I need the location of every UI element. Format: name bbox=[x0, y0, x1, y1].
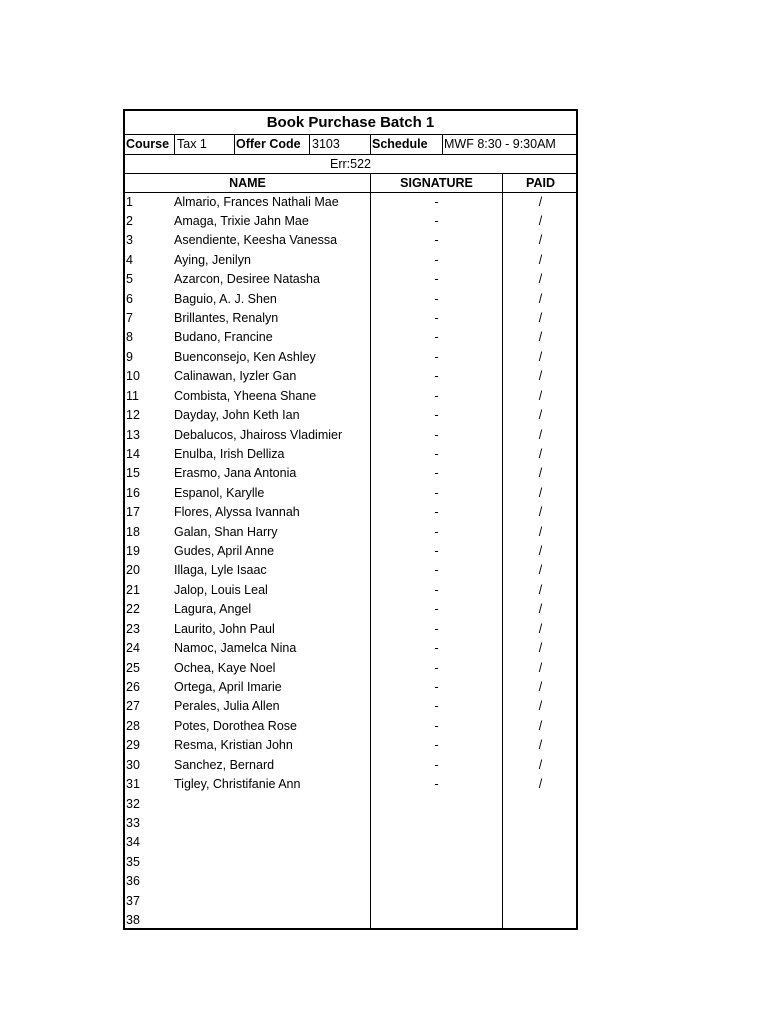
signature-cell: - bbox=[434, 466, 439, 481]
row-number: 28 bbox=[126, 718, 140, 733]
student-name: Galan, Shan Harry bbox=[174, 524, 278, 539]
paid-cell: / bbox=[538, 194, 543, 209]
paid-cell: / bbox=[538, 446, 543, 461]
signature-cell: - bbox=[434, 194, 439, 209]
student-name: Potes, Dorothea Rose bbox=[174, 718, 297, 733]
paid-cell: / bbox=[538, 718, 543, 733]
table-row bbox=[125, 659, 576, 678]
student-name: Buenconsejo, Ken Ashley bbox=[174, 349, 316, 364]
table-row bbox=[125, 697, 576, 716]
row-number: 34 bbox=[126, 835, 140, 850]
table-row bbox=[125, 309, 576, 328]
table-row bbox=[125, 445, 576, 464]
divider bbox=[234, 135, 235, 154]
table-row bbox=[125, 581, 576, 600]
row-number: 2 bbox=[126, 213, 133, 228]
table-row bbox=[125, 367, 576, 386]
row-number: 35 bbox=[126, 854, 140, 869]
paid-cell: / bbox=[538, 233, 543, 248]
student-name: Perales, Julia Allen bbox=[174, 699, 280, 714]
row-number: 10 bbox=[126, 369, 140, 384]
schedule-label: Schedule bbox=[372, 137, 428, 151]
signature-cell: - bbox=[434, 718, 439, 733]
column-header-name: NAME bbox=[229, 176, 266, 190]
signature-cell: - bbox=[434, 233, 439, 248]
table-row bbox=[125, 892, 576, 911]
signature-cell: - bbox=[434, 757, 439, 772]
table-row bbox=[125, 795, 576, 814]
signature-cell: - bbox=[434, 349, 439, 364]
paid-cell: / bbox=[538, 330, 543, 345]
paid-cell: / bbox=[538, 544, 543, 559]
table-row bbox=[125, 814, 576, 833]
student-name: Enulba, Irish Delliza bbox=[174, 446, 285, 461]
table-row bbox=[125, 231, 576, 250]
student-name: Flores, Alyssa Ivannah bbox=[174, 505, 300, 520]
table-row bbox=[125, 872, 576, 891]
paid-cell: / bbox=[538, 621, 543, 636]
paid-cell: / bbox=[538, 524, 543, 539]
row-number: 18 bbox=[126, 524, 140, 539]
paid-cell: / bbox=[538, 408, 543, 423]
student-name: Illaga, Lyle Isaac bbox=[174, 563, 267, 578]
row-number: 19 bbox=[126, 544, 140, 559]
paid-cell: / bbox=[538, 388, 543, 403]
signature-cell: - bbox=[434, 408, 439, 423]
row-number: 4 bbox=[126, 252, 133, 267]
paid-cell: / bbox=[538, 699, 543, 714]
student-name: Baguio, A. J. Shen bbox=[174, 291, 277, 306]
sheet-title: Book Purchase Batch 1 bbox=[266, 114, 435, 131]
signature-cell: - bbox=[434, 505, 439, 520]
book-purchase-sheet bbox=[123, 109, 578, 930]
signature-cell: - bbox=[434, 563, 439, 578]
table-row bbox=[125, 639, 576, 658]
table-row bbox=[125, 193, 576, 212]
table-row bbox=[125, 678, 576, 697]
student-name: Erasmo, Jana Antonia bbox=[174, 466, 297, 481]
student-name: Azarcon, Desiree Natasha bbox=[174, 272, 320, 287]
divider bbox=[370, 135, 371, 154]
paid-cell: / bbox=[538, 466, 543, 481]
paid-cell: / bbox=[538, 738, 543, 753]
signature-cell: - bbox=[434, 699, 439, 714]
paid-cell: / bbox=[538, 602, 543, 617]
student-name: Ochea, Kaye Noel bbox=[174, 660, 276, 675]
row-number: 5 bbox=[126, 272, 133, 287]
student-name: Namoc, Jamelca Nina bbox=[174, 641, 297, 656]
table-row bbox=[125, 290, 576, 309]
paid-cell: / bbox=[538, 272, 543, 287]
student-name: Almario, Frances Nathali Mae bbox=[174, 194, 339, 209]
row-number: 33 bbox=[126, 815, 140, 830]
student-name: Resma, Kristian John bbox=[174, 738, 293, 753]
table-row bbox=[125, 911, 576, 930]
row-number: 38 bbox=[126, 913, 140, 928]
row-number: 20 bbox=[126, 563, 140, 578]
row-number: 9 bbox=[126, 349, 133, 364]
student-name: Debalucos, Jhaiross Vladimier bbox=[174, 427, 343, 442]
row-number: 21 bbox=[126, 582, 140, 597]
table-row bbox=[125, 600, 576, 619]
signature-cell: - bbox=[434, 621, 439, 636]
row-number: 32 bbox=[126, 796, 140, 811]
table-row bbox=[125, 387, 576, 406]
row-number: 36 bbox=[126, 874, 140, 889]
course-label: Course bbox=[126, 137, 170, 151]
student-name: Brillantes, Renalyn bbox=[174, 311, 279, 326]
paid-cell: / bbox=[538, 213, 543, 228]
table-row bbox=[125, 756, 576, 775]
table-row bbox=[125, 484, 576, 503]
table-row bbox=[125, 717, 576, 736]
offer-code-label: Offer Code bbox=[236, 137, 301, 151]
signature-cell: - bbox=[434, 388, 439, 403]
row-number: 15 bbox=[126, 466, 140, 481]
signature-cell: - bbox=[434, 524, 439, 539]
signature-cell: - bbox=[434, 777, 439, 792]
signature-cell: - bbox=[434, 272, 439, 287]
paid-cell: / bbox=[538, 291, 543, 306]
table-row bbox=[125, 251, 576, 270]
signature-cell: - bbox=[434, 252, 439, 267]
table-row bbox=[125, 426, 576, 445]
row-number: 24 bbox=[126, 641, 140, 656]
table-row bbox=[125, 523, 576, 542]
student-name: Ortega, April Imarie bbox=[174, 680, 282, 694]
table-row bbox=[125, 853, 576, 872]
paid-cell: / bbox=[538, 311, 543, 326]
paid-cell: / bbox=[538, 369, 543, 384]
student-name: Espanol, Karylle bbox=[174, 485, 265, 500]
table-row bbox=[125, 328, 576, 347]
paid-cell: / bbox=[538, 777, 543, 792]
row-number: 23 bbox=[126, 621, 140, 636]
row-number: 11 bbox=[126, 388, 139, 403]
paid-cell: / bbox=[538, 485, 543, 500]
signature-cell: - bbox=[434, 427, 439, 442]
student-name: Dayday, John Keth Ian bbox=[174, 408, 300, 423]
paid-cell: / bbox=[538, 757, 543, 772]
student-name: Budano, Francine bbox=[174, 330, 273, 345]
signature-cell: - bbox=[434, 291, 439, 306]
student-name: Gudes, April Anne bbox=[174, 544, 275, 559]
schedule-value: MWF 8:30 - 9:30AM bbox=[444, 137, 556, 151]
signature-cell: - bbox=[434, 213, 439, 228]
paid-cell: / bbox=[538, 660, 543, 675]
table-row bbox=[125, 833, 576, 852]
student-name: Asendiente, Keesha Vanessa bbox=[174, 233, 338, 248]
row-number: 22 bbox=[126, 602, 140, 617]
student-name: Combista, Yheena Shane bbox=[174, 388, 317, 403]
signature-cell: - bbox=[434, 602, 439, 617]
table-row bbox=[125, 212, 576, 231]
signature-cell: - bbox=[434, 660, 439, 675]
row-number: 12 bbox=[126, 408, 140, 423]
row-number: 25 bbox=[126, 660, 140, 675]
divider bbox=[442, 135, 443, 154]
error-value: Err:522 bbox=[330, 157, 371, 171]
row-number: 16 bbox=[126, 485, 140, 500]
signature-cell: - bbox=[434, 311, 439, 326]
student-name: Aying, Jenilyn bbox=[174, 252, 251, 267]
row-number: 29 bbox=[126, 738, 140, 753]
table-row bbox=[125, 270, 576, 289]
row-number: 27 bbox=[126, 699, 140, 714]
row-number: 1 bbox=[126, 194, 133, 209]
row-number: 8 bbox=[126, 330, 133, 345]
row-number: 7 bbox=[126, 311, 133, 326]
column-header-signature: SIGNATURE bbox=[400, 176, 473, 190]
student-name: Laurito, John Paul bbox=[174, 621, 275, 636]
divider bbox=[174, 135, 175, 154]
signature-cell: - bbox=[434, 446, 439, 461]
row-number: 14 bbox=[126, 446, 140, 461]
student-name: Jalop, Louis Leal bbox=[174, 582, 268, 597]
signature-cell: - bbox=[434, 582, 439, 597]
offer-code-value: 3103 bbox=[312, 137, 340, 151]
paid-cell: / bbox=[538, 563, 543, 578]
student-name: Sanchez, Bernard bbox=[174, 757, 275, 772]
student-name: Lagura, Angel bbox=[174, 602, 252, 617]
signature-cell: - bbox=[434, 738, 439, 753]
row-number: 30 bbox=[126, 757, 140, 772]
row-number: 31 bbox=[126, 777, 140, 792]
student-name: Amaga, Trixie Jahn Mae bbox=[174, 213, 309, 228]
signature-cell: - bbox=[434, 369, 439, 384]
table-row bbox=[125, 561, 576, 580]
signature-cell: - bbox=[434, 680, 439, 694]
table-row bbox=[125, 775, 576, 794]
paid-cell: / bbox=[538, 427, 543, 442]
paid-cell: / bbox=[538, 582, 543, 597]
paid-cell: / bbox=[538, 349, 543, 364]
row-number: 37 bbox=[126, 893, 140, 908]
table-row bbox=[125, 503, 576, 522]
signature-cell: - bbox=[434, 485, 439, 500]
signature-cell: - bbox=[434, 330, 439, 345]
row-number: 13 bbox=[126, 427, 140, 442]
row-number: 26 bbox=[126, 680, 140, 694]
course-value: Tax 1 bbox=[177, 137, 207, 151]
table-row bbox=[125, 348, 576, 367]
column-header-paid: PAID bbox=[526, 176, 555, 190]
student-name: Calinawan, Iyzler Gan bbox=[174, 369, 297, 384]
student-name: Tigley, Christifanie Ann bbox=[174, 777, 301, 792]
table-row bbox=[125, 406, 576, 425]
table-row bbox=[125, 736, 576, 755]
signature-cell: - bbox=[434, 544, 439, 559]
divider bbox=[309, 135, 310, 154]
paid-cell: / bbox=[538, 252, 543, 267]
paid-cell: / bbox=[538, 680, 543, 694]
table-row bbox=[125, 542, 576, 561]
row-number: 3 bbox=[126, 233, 133, 248]
table-row bbox=[125, 620, 576, 639]
paid-cell: / bbox=[538, 505, 543, 520]
paid-cell: / bbox=[538, 641, 543, 656]
signature-cell: - bbox=[434, 641, 439, 656]
table-row bbox=[125, 464, 576, 483]
row-number: 17 bbox=[126, 505, 140, 520]
row-number: 6 bbox=[126, 291, 133, 306]
